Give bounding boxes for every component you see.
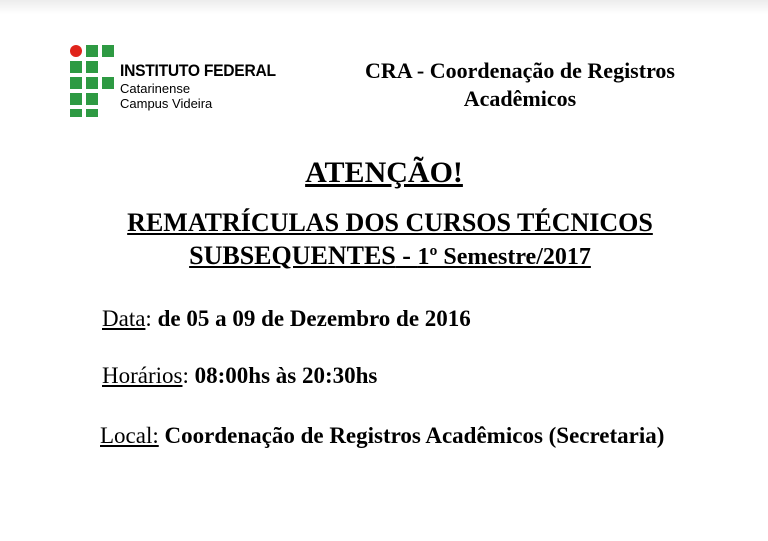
hours-row: Horários: 08:00hs às 20:30hs [102,363,378,388]
location-row [100,420,732,451]
notice-title-line-2 [60,239,720,274]
date-label: Data [102,306,146,331]
logo-institution-name: INSTITUTO FEDERAL [120,61,276,80]
logo-line-3: Campus Videira [120,96,213,111]
hours-value: 08:00hs às 20:30hs [194,363,378,388]
notice-title-course: SUBSEQUENTES [189,241,396,270]
office-header-line-1: CRA - Coordenação de Registros [364,58,675,83]
hours-label: Horários [102,363,183,388]
date-row: Data: de 05 a 09 de Dezembro de 2016 [102,306,471,331]
logo-line-2: Catarinense [120,81,191,96]
location-value: Coordenação de Registros Acadêmicos (Secretaria) [164,423,665,448]
notice-title-semester: 1º Semestre/2017 [417,244,591,270]
institution-logo [70,44,300,122]
attention-heading: ATENÇÃO! [305,156,463,189]
office-header-line-2: Acadêmicos [463,86,577,111]
date-value: de 05 a 09 de Dezembro de 2016 [157,306,471,331]
logo-grid-icon [70,45,114,117]
office-header [330,57,710,113]
location-label: Local: [100,423,159,448]
notice-title [60,206,720,274]
notice-title-line-1: REMATRÍCULAS DOS CURSOS TÉCNICOS [127,208,653,237]
notice-title-separator: - [395,241,418,270]
